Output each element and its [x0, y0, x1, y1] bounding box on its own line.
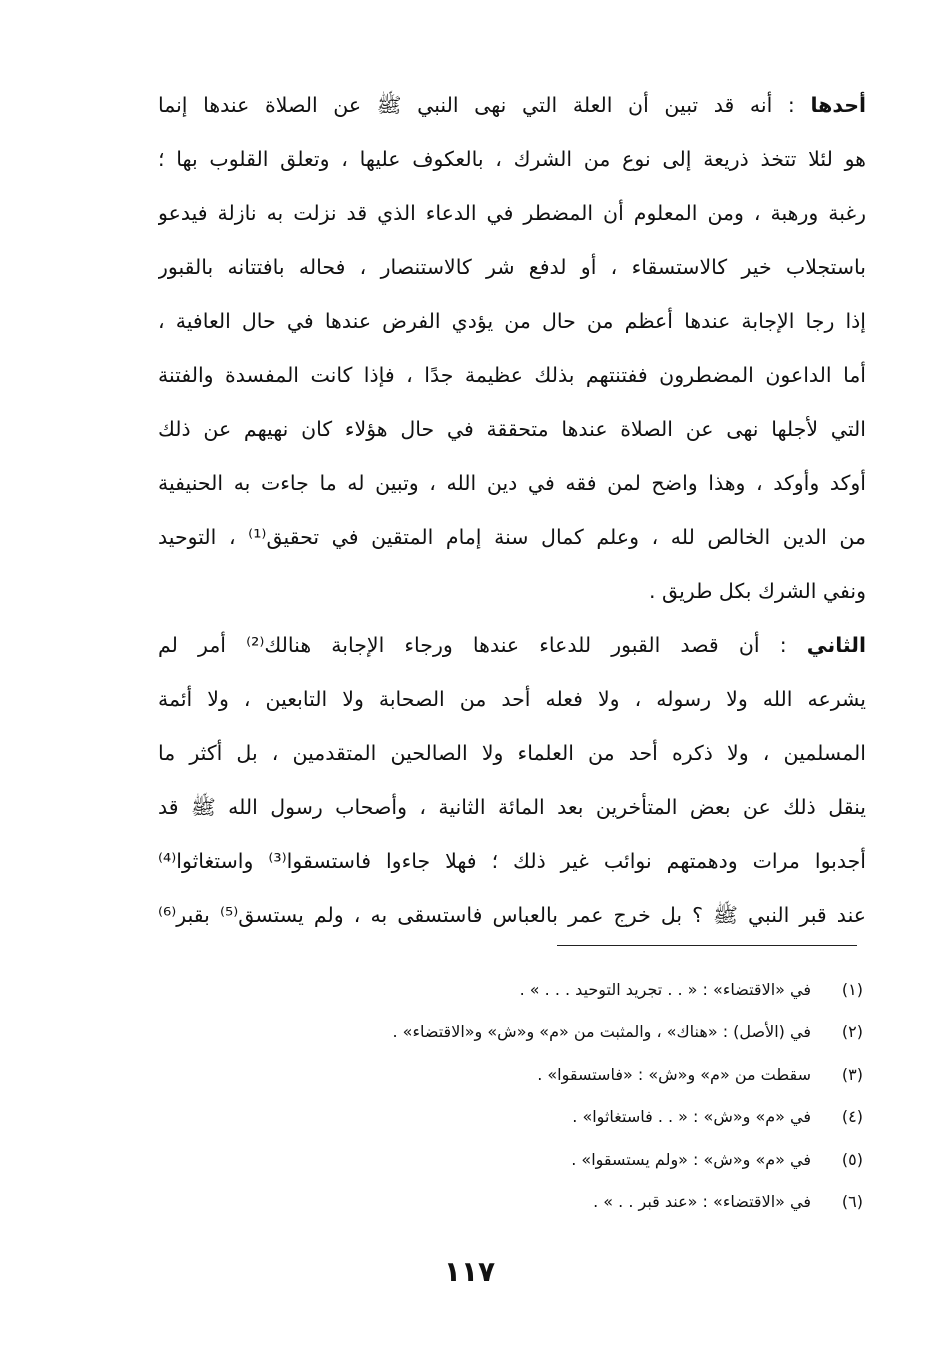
footnote-text: في «الاقتضاء» : «عند قبر . . » . — [593, 1192, 811, 1212]
footnote-number: (٦) — [841, 1192, 863, 1212]
footnote-text: في (الأصل) : «هناك» ، والمثبت من «م» و«ش» و«الاقتضاء» . — [392, 1022, 811, 1042]
paragraph-lead: أحدها — [810, 93, 866, 117]
footnote — [163, 1181, 863, 1224]
footnote-text: في «م» و«ش» : « . . فاستغاثوا» . — [572, 1107, 811, 1127]
text-line — [158, 78, 866, 132]
line-text: : أنه قد تبين أن العلة التي نهى النبي ﷺ عن الصلاة عندها إنما — [158, 93, 811, 117]
text-line — [158, 510, 866, 564]
line-text: يشرعه الله ولا رسوله ، ولا فعله أحد من الصحابة ولا التابعين ، ولا أئمة — [158, 687, 866, 711]
line-text: المسلمين ، ولا ذكره أحد من العلماء ولا الصالحين المتقدمين ، بل أكثر ما — [158, 741, 866, 765]
footnote — [163, 1096, 863, 1139]
line-text: أوكد وأوكد ، وهذا واضح لمن فقه في دين الله ، وتبين له ما جاءت به الحنيفية — [158, 471, 866, 495]
footnote — [163, 1053, 863, 1096]
line-text: من الدين الخالص لله ، وعلم كمال سنة إمام المتقين في تحقيق⁽¹⁾ ، التوحيد — [158, 525, 866, 549]
footnote-number: (١) — [841, 979, 863, 999]
line-text: أجدبوا مرات ودهمتهم نوائب غير ذلك ؛ فهلا جاءوا فاستسقوا⁽³⁾ واستغاثوا⁽⁴⁾ — [158, 849, 866, 873]
text-line — [158, 402, 866, 456]
line-text: : أن قصد القبور للدعاء عندها ورجاء الإجابة هنالك⁽²⁾ أمر لم — [158, 633, 807, 657]
page-number: ١١٧ — [443, 1255, 496, 1288]
paragraph-lead: الثاني — [806, 633, 866, 657]
line-text: التي لأجلها نهى عن الصلاة عندها متحققة في حال هؤلاء كان نهيهم عن ذلك — [158, 417, 866, 441]
text-line — [158, 564, 866, 618]
text-line — [158, 348, 866, 402]
footnote-number: (٢) — [841, 1022, 863, 1042]
line-text: إذا رجا الإجابة عندها أعظم من حال من يؤدي الفرض عندها في حال العافية ، — [158, 309, 866, 333]
footnote-number: (٤) — [841, 1107, 863, 1127]
footnote-text: في «الاقتضاء» : « . . تجريد التوحيد . . . » . — [519, 979, 811, 999]
footnote — [163, 1011, 863, 1054]
line-text: ينقل ذلك عن بعض المتأخرين بعد المائة الثانية ، وأصحاب رسول الله ﷺ قد — [158, 795, 866, 819]
footnote-number: (٣) — [841, 1064, 863, 1084]
footnote-text: في «م» و«ش» : «ولم يستسقوا» . — [571, 1149, 811, 1169]
footnotes — [163, 968, 863, 1223]
line-text: هو لئلا تتخذ ذريعة إلى نوع من الشرك ، بالعكوف عليها ، وتعلق القلوب بها ؛ — [158, 147, 866, 171]
text-line — [158, 618, 866, 672]
line-text: باستجلاب خير كالاستسقاء ، أو لدفع شر كالاستنصار ، فحاله بافتتانه بالقبور — [158, 255, 866, 279]
footnote-separator — [557, 945, 857, 946]
text-line — [158, 726, 866, 780]
line-text: أما الداعون المضطرون ففتنتهم بذلك عظيمة جدًا ، فإذا كانت المفسدة والفتنة — [158, 363, 866, 387]
text-line — [158, 780, 866, 834]
text-line — [158, 672, 866, 726]
footnote-number: (٥) — [841, 1149, 863, 1169]
line-text: عند قبر النبي ﷺ ؟ بل خرج عمر بالعباس فاستسقى به ، ولم يستسق⁽⁵⁾ بقبر⁽⁶⁾ — [158, 903, 866, 927]
text-line — [158, 834, 866, 888]
line-text: رغبة ورهبة ، ومن المعلوم أن المضطر في الدعاء الذي قد نزلت به نازلة فيدعو — [158, 201, 866, 225]
footnote-text: سقطت من «م» و«ش» : «فاستسقوا» . — [537, 1064, 811, 1084]
footnote — [163, 968, 863, 1011]
text-line — [158, 456, 866, 510]
text-line — [158, 132, 866, 186]
line-text: ونفي الشرك بكل طريق . — [648, 579, 866, 603]
text-line — [158, 294, 866, 348]
footnote — [163, 1138, 863, 1181]
text-line — [158, 240, 866, 294]
main-text — [158, 78, 866, 942]
text-line — [158, 186, 866, 240]
text-line — [158, 888, 866, 942]
